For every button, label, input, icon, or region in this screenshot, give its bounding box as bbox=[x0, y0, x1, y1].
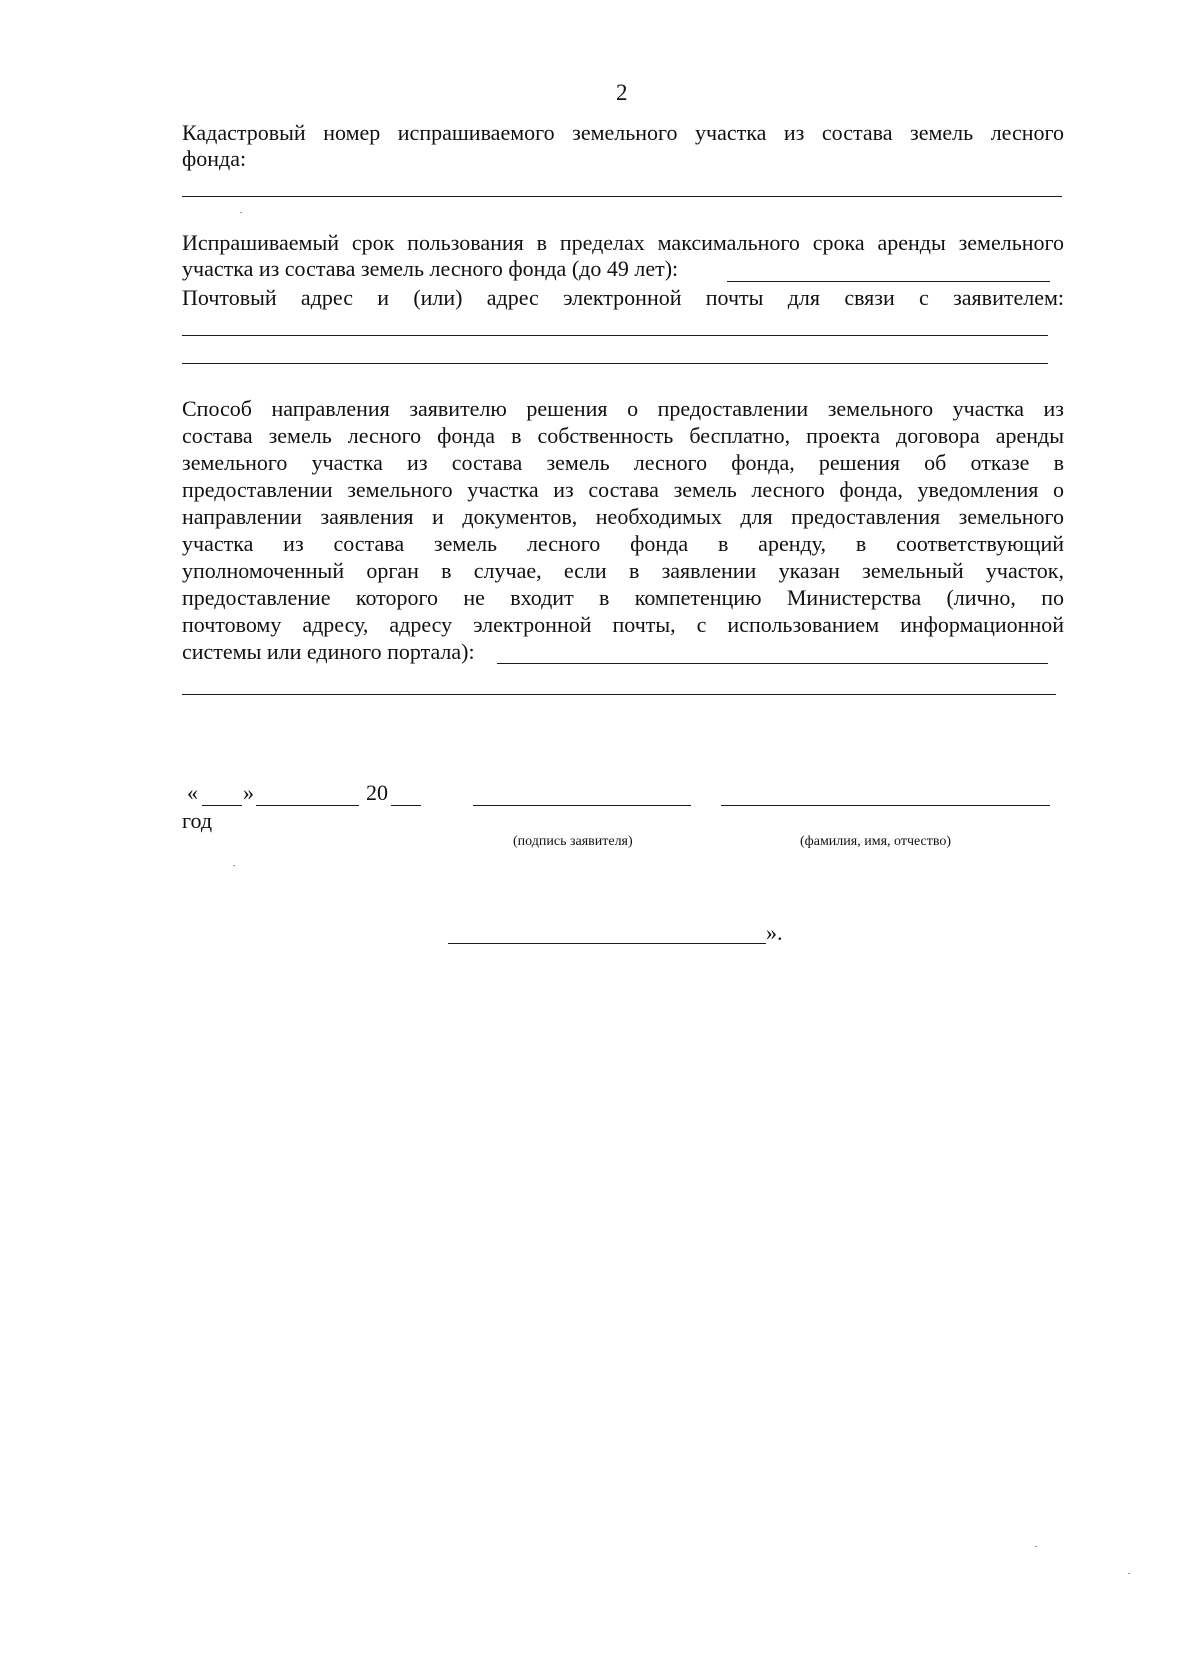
date-year-word: год bbox=[182, 808, 213, 833]
postal-label: Почтовый адрес и (или) адрес электронной почты для связи с заявителем: bbox=[182, 285, 1064, 310]
method-line8: предоставление которого не входит в компетенцию Министерства (лично, по bbox=[182, 585, 1064, 610]
postal-field-line2[interactable] bbox=[182, 363, 1048, 364]
method-field-line1[interactable] bbox=[497, 663, 1048, 664]
postal-field-line1[interactable] bbox=[182, 335, 1048, 336]
method-line7: уполномоченный орган в случае, если в заявлении указан земельный участок, bbox=[182, 558, 1064, 583]
full-name-field[interactable] bbox=[721, 805, 1050, 806]
signature-caption: (подпись заявителя) bbox=[513, 834, 633, 849]
date-year-field[interactable] bbox=[391, 805, 421, 806]
method-line2: состава земель лесного фонда в собственность бесплатно, проекта договора аренды bbox=[182, 423, 1064, 448]
scan-speck bbox=[1128, 1573, 1130, 1574]
closing-mark: ». bbox=[766, 920, 783, 945]
date-day-field[interactable] bbox=[202, 805, 242, 806]
method-line9: почтовому адресу, адресу электронной почты, с использованием информационной bbox=[182, 612, 1064, 637]
method-last-line: системы или единого портала): bbox=[182, 639, 475, 664]
date-year-prefix: 20 bbox=[366, 780, 388, 805]
cadastral-label-line2: фонда: bbox=[182, 146, 247, 171]
page-number: 2 bbox=[616, 80, 628, 105]
date-quote-open: « bbox=[187, 780, 198, 805]
scan-speck bbox=[233, 865, 235, 866]
method-line4: предоставлении земельного участка из состава земель лесного фонда, уведомления о bbox=[182, 477, 1064, 502]
method-line1: Способ направления заявителю решения о предоставлении земельного участка из bbox=[182, 396, 1064, 421]
term-line1: Испрашиваемый срок пользования в пределах максимального срока аренды земельного bbox=[182, 230, 1064, 255]
method-field-line2[interactable] bbox=[182, 694, 1056, 695]
full-name-caption: (фамилия, имя, отчество) bbox=[800, 834, 952, 849]
scan-speck bbox=[1035, 1546, 1037, 1547]
cadastral-number-field[interactable] bbox=[182, 196, 1062, 197]
date-month-field[interactable] bbox=[256, 805, 359, 806]
scan-speck bbox=[240, 212, 242, 213]
term-line2: участка из состава земель лесного фонда (до 49 лет): bbox=[182, 256, 679, 281]
term-field[interactable] bbox=[727, 281, 1050, 282]
signature-field[interactable] bbox=[473, 805, 691, 806]
method-line5: направлении заявления и документов, необходимых для предоставления земельного bbox=[182, 504, 1064, 529]
method-line3: земельного участка из состава земель лесного фонда, решения об отказе в bbox=[182, 450, 1064, 475]
date-quote-close: » bbox=[243, 780, 254, 805]
method-line6: участка из состава земель лесного фонда в аренду, в соответствующий bbox=[182, 531, 1064, 556]
cadastral-label-line1: Кадастровый номер испрашиваемого земельного участка из состава земель лесного bbox=[182, 120, 1064, 145]
closing-field[interactable] bbox=[448, 943, 766, 944]
